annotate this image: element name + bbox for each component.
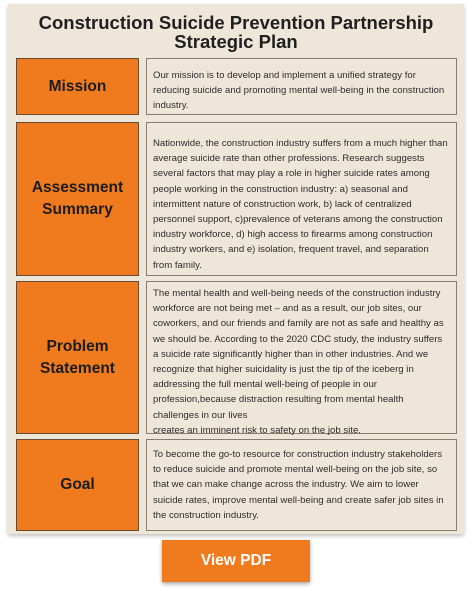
assessment-summary-text-box [146, 122, 457, 276]
page-title [8, 13, 464, 51]
mission-label-box [16, 58, 139, 115]
view-pdf-button[interactable]: View PDF [162, 540, 310, 582]
mission-text-box [146, 58, 457, 115]
problem-statement-label-box [16, 281, 139, 434]
goal-label-box [16, 439, 139, 531]
mission-label: Mission [48, 77, 107, 95]
mission-row [16, 58, 457, 115]
goal-label: Goal [60, 476, 95, 493]
problem-statement-row [16, 281, 457, 434]
goal-text: To become the go-to resource for construction industry stakeholders to reduce suicide and promote mental well-being on the job site, so that we can make change across the industry. We aim to lower suicide rates, improve mental well-being and create safer job sites in the construction industry. [153, 449, 444, 521]
assessment-summary-row [16, 122, 457, 276]
title-line-1: Construction Suicide Prevention Partnership [38, 12, 434, 33]
goal-row [16, 439, 457, 531]
problem-statement-text-box [146, 281, 457, 434]
assessment-summary-label: Assessment Summary [31, 179, 124, 218]
goal-text-box [146, 439, 457, 531]
title-line-2: Strategic Plan [174, 31, 298, 52]
strategic-plan-card [8, 4, 464, 534]
assessment-summary-label-box [16, 122, 139, 276]
mission-text: Our mission is to develop and implement a unified strategy for reducing suicide and promoting mental well-being in the construction industry. [153, 70, 445, 112]
assessment-summary-text: Nationwide, the construction industry suffers from a much higher than average suicide rate than other professions. Research suggests several factors that may play a role in higher suicide rates among people working in the construction industry: a) seasonal and intermittent nature of construction work, b) lack of centralized personnel support, c)prevalence of veterans among the construction industry workforce, d) high access to firearms among construction industry workers, and e) isolation, frequent travel, and separation from family. [153, 138, 448, 271]
problem-statement-label: Problem Statement [40, 337, 115, 377]
problem-statement-text: The mental health and well-being needs of the construction industry workforce are not being met – and as a result, our job sites, our coworkers, and our friends and family are not as safe and healthy as we should be. According to the 2020 CDC study, the industry suffers a suicide rate significantly higher than in other industries. And we recognize that higher suicidality is just the tip of the iceberg in addressing the full mental well-being of people in our profession,because distraction resulting from mental health challenges in our lives creates an imminent risk to safety on the job site. [153, 288, 444, 436]
